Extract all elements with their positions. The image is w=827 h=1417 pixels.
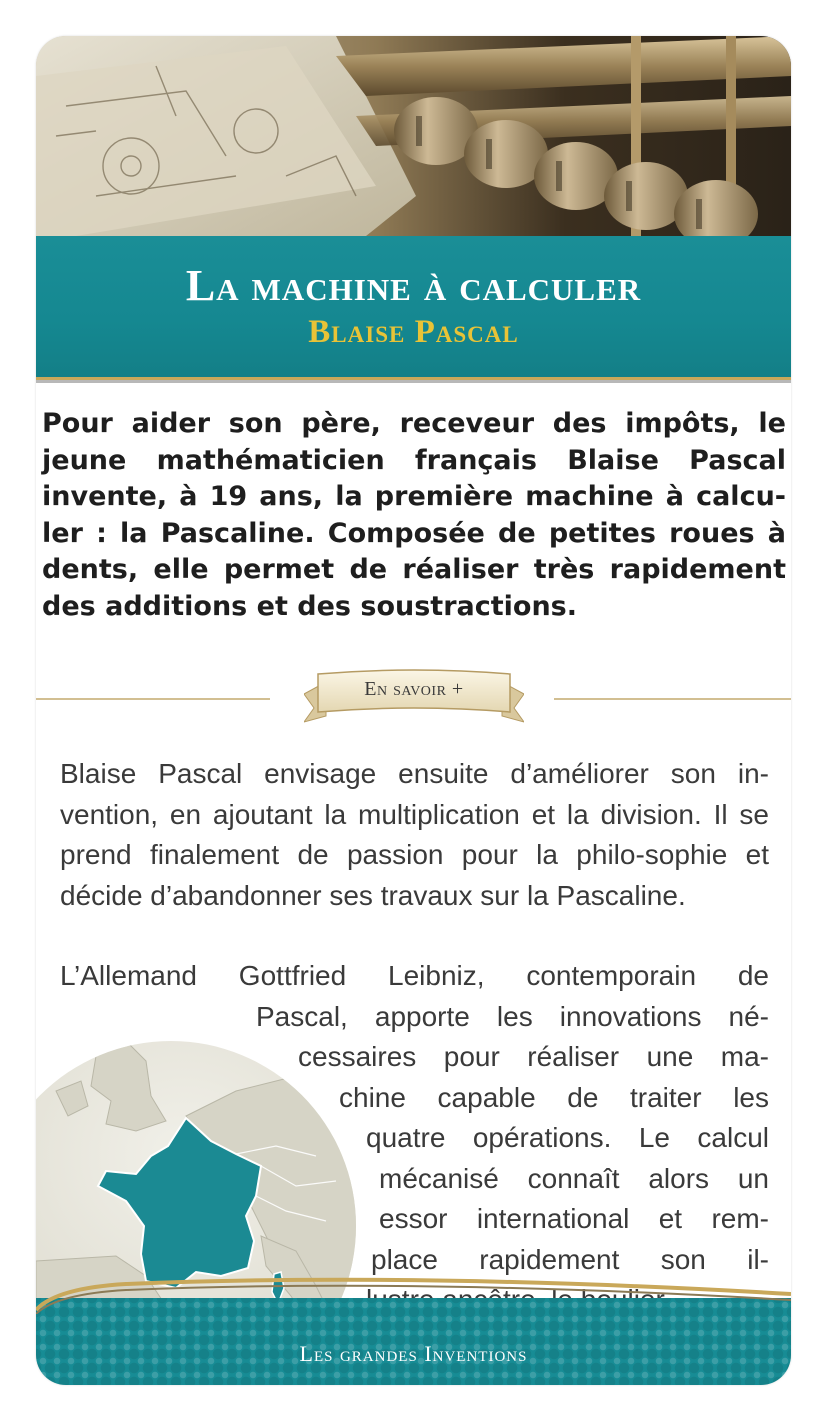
header-photo — [36, 36, 791, 236]
body-paragraph-1: Blaise Pascal envisage ensuite d’améliorer son in-vention, en ajoutant la multiplication et la division. Il se prend finalement de passion pour la philo-sophie et décide d’abandonner ses travaux sur la Pascaline. — [60, 758, 769, 911]
separator-line-left — [36, 698, 270, 700]
band-divider-shadow — [36, 380, 791, 383]
paragraph-2-line: chine capable de traiter les — [339, 1081, 769, 1113]
paragraph-2-line: essor international et rem- — [379, 1203, 769, 1234]
card — [36, 36, 791, 1385]
paragraph-2-line: mécanisé connaît alors un — [379, 1162, 769, 1194]
title-band — [36, 236, 791, 377]
paragraph-2-line: Pascal, apporte les innovations né- — [256, 1000, 769, 1032]
page-title: La machine à calculer — [185, 261, 642, 310]
paragraph-2-line: cessaires pour réaliser une ma- — [298, 1041, 769, 1072]
intro-paragraph: Pour aider son père, receveur des impôts, le jeune mathématicien français Blaise Pascal invente, à 19 ans, la première machine à calcu-ler : la Pascaline. Composée de petites roues à dents, elle permet de réaliser très rapidement des additions et des soustractions. — [42, 408, 786, 622]
more-info-label: En savoir + — [364, 678, 464, 700]
page-subtitle: Blaise Pascal — [308, 314, 519, 350]
footer-label: Les grandes Inventions — [299, 1341, 528, 1366]
paragraph-2-line: quatre opérations. Le calcul — [366, 1122, 769, 1153]
paragraph-2-line: place rapidement son il- — [371, 1243, 769, 1275]
paragraph-2-line: L’Allemand Gottfried Leibniz, contemporain de — [60, 960, 769, 991]
footer-arc — [36, 1274, 791, 1314]
separator-line-right — [554, 698, 791, 700]
